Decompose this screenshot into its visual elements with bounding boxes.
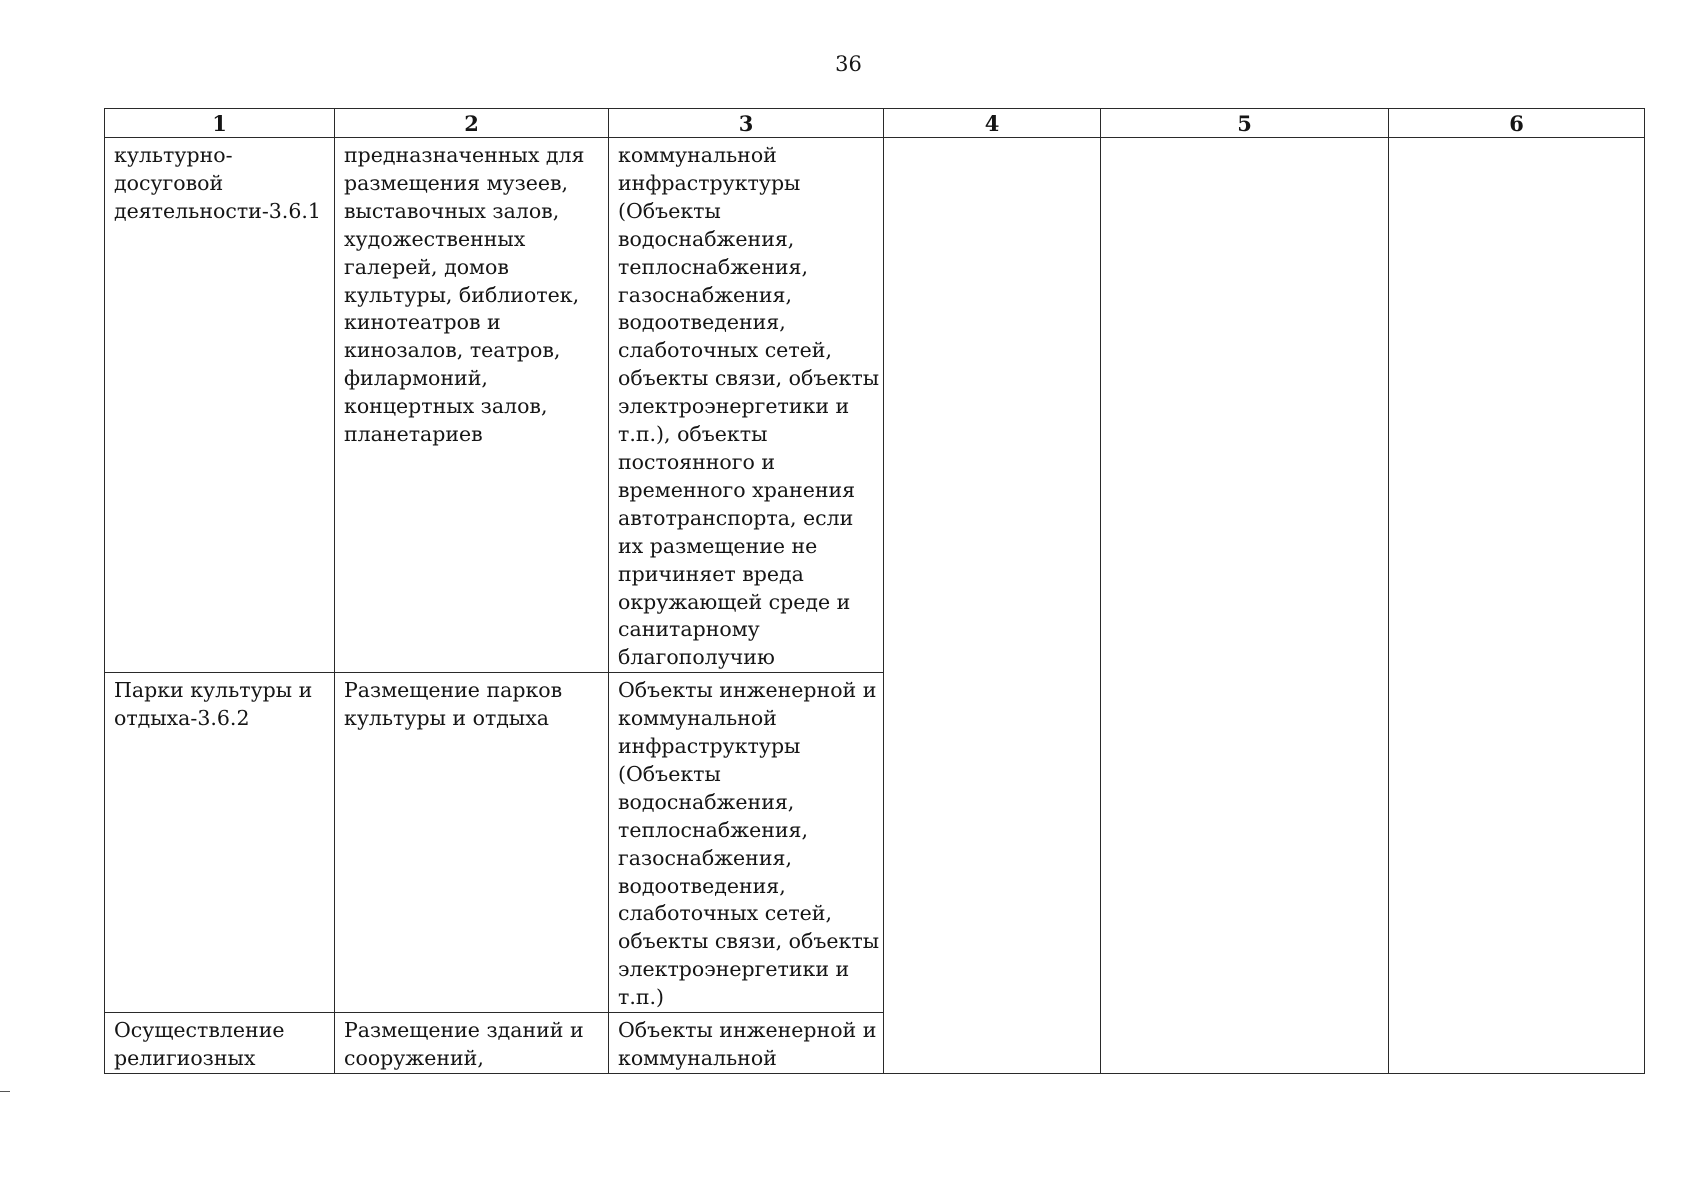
cell-text-line: газоснабжения, (618, 282, 792, 307)
land-use-type-cell (105, 1013, 335, 1074)
cell-text-line: водоснабжения, (618, 226, 795, 251)
cell-text-line: размещения музеев, (344, 170, 569, 195)
permitted-objects-cell (609, 673, 884, 1013)
table-row (105, 138, 1645, 673)
cell-text-line: кинотеатров и (344, 310, 501, 335)
cell-text-line: инфраструктуры (618, 170, 801, 195)
cell-text-line: Объекты инженерной и (618, 1018, 877, 1043)
column-5-cell (1101, 138, 1389, 1074)
column-6-cell (1389, 138, 1645, 1074)
permitted-objects-cell (609, 138, 884, 673)
cell-text-line: (Объекты (618, 761, 721, 786)
cell-text-line: художественных (344, 226, 526, 251)
cell-text-line: сооружений, (344, 1046, 484, 1070)
cell-text-line: коммунальной (618, 143, 777, 167)
cell-text-line: концертных залов, (344, 394, 548, 419)
cell-text-line: газоснабжения, (618, 845, 792, 870)
zoning-table (104, 108, 1645, 1074)
column-header-4: 4 (884, 109, 1101, 138)
page-number: 36 (835, 52, 862, 76)
column-4-cell (884, 138, 1101, 1074)
land-use-description-cell (335, 673, 609, 1013)
cell-text-line: Размещение зданий и (344, 1018, 584, 1043)
cell-text-line: Осуществление (114, 1018, 285, 1043)
cell-text-line: галерей, домов (344, 254, 509, 279)
column-header-3: 3 (609, 109, 884, 138)
column-header-1: 1 (105, 109, 335, 138)
cell-text-line: электроэнергетики и (618, 957, 850, 982)
cell-text-line: культурно- (114, 143, 233, 167)
cell-text-line: кинозалов, театров, (344, 338, 561, 363)
cell-text-line: культуры, библиотек, (344, 282, 580, 307)
cell-text-line: теплоснабжения, (618, 817, 808, 842)
permitted-objects-cell (609, 1013, 884, 1074)
cell-text-line: санитарному (618, 617, 760, 642)
cell-text-line: деятельности-3.6.1 (114, 198, 321, 223)
cell-text-line: причиняет вреда (618, 561, 804, 586)
column-header-5: 5 (1101, 109, 1389, 138)
land-use-description-cell (335, 1013, 609, 1074)
page-edge-mark (0, 1091, 10, 1092)
cell-text-line: коммунальной (618, 706, 777, 731)
cell-text-line: теплоснабжения, (618, 254, 808, 279)
cell-text-line: Объекты инженерной и (618, 678, 877, 703)
cell-text-line: (Объекты (618, 198, 721, 223)
land-use-description-cell (335, 138, 609, 673)
cell-text-line: Размещение парков (344, 678, 563, 703)
land-use-type-cell (105, 138, 335, 673)
cell-text-line: благополучию (618, 645, 775, 670)
cell-text-line: электроэнергетики и (618, 394, 850, 419)
cell-text-line: водоотведения, (618, 873, 786, 898)
cell-text-line: инфраструктуры (618, 734, 801, 759)
cell-text-line: досуговой (114, 170, 224, 195)
cell-text-line: отдыха-3.6.2 (114, 706, 250, 731)
land-use-type-cell (105, 673, 335, 1013)
cell-text-line: т.п.) (618, 985, 665, 1010)
cell-text-line: религиозных (114, 1046, 256, 1070)
cell-text-line: постоянного и (618, 449, 776, 474)
cell-text-line: автотранспорта, если (618, 505, 854, 530)
cell-text-line: культуры и отдыха (344, 706, 549, 731)
cell-text-line: их размещение не (618, 533, 818, 558)
cell-text-line: объекты связи, объекты (618, 929, 880, 954)
cell-text-line: Парки культуры и (114, 678, 313, 703)
cell-text-line: окружающей среде и (618, 589, 851, 614)
cell-text-line: т.п.), объекты (618, 422, 768, 447)
cell-text-line: предназначенных для (344, 143, 585, 167)
cell-text-line: выставочных залов, (344, 198, 560, 223)
header-row (105, 109, 1645, 138)
cell-text-line: коммунальной (618, 1046, 777, 1070)
cell-text-line: слаботочных сетей, (618, 901, 832, 926)
cell-text-line: объекты связи, объекты (618, 366, 880, 391)
cell-text-line: водоснабжения, (618, 789, 795, 814)
cell-text-line: слаботочных сетей, (618, 338, 832, 363)
cell-text-line: филармоний, (344, 366, 488, 391)
cell-text-line: водоотведения, (618, 310, 786, 335)
column-header-6: 6 (1389, 109, 1645, 138)
cell-text-line: временного хранения (618, 477, 856, 502)
cell-text-line: планетариев (344, 422, 483, 447)
column-header-2: 2 (335, 109, 609, 138)
